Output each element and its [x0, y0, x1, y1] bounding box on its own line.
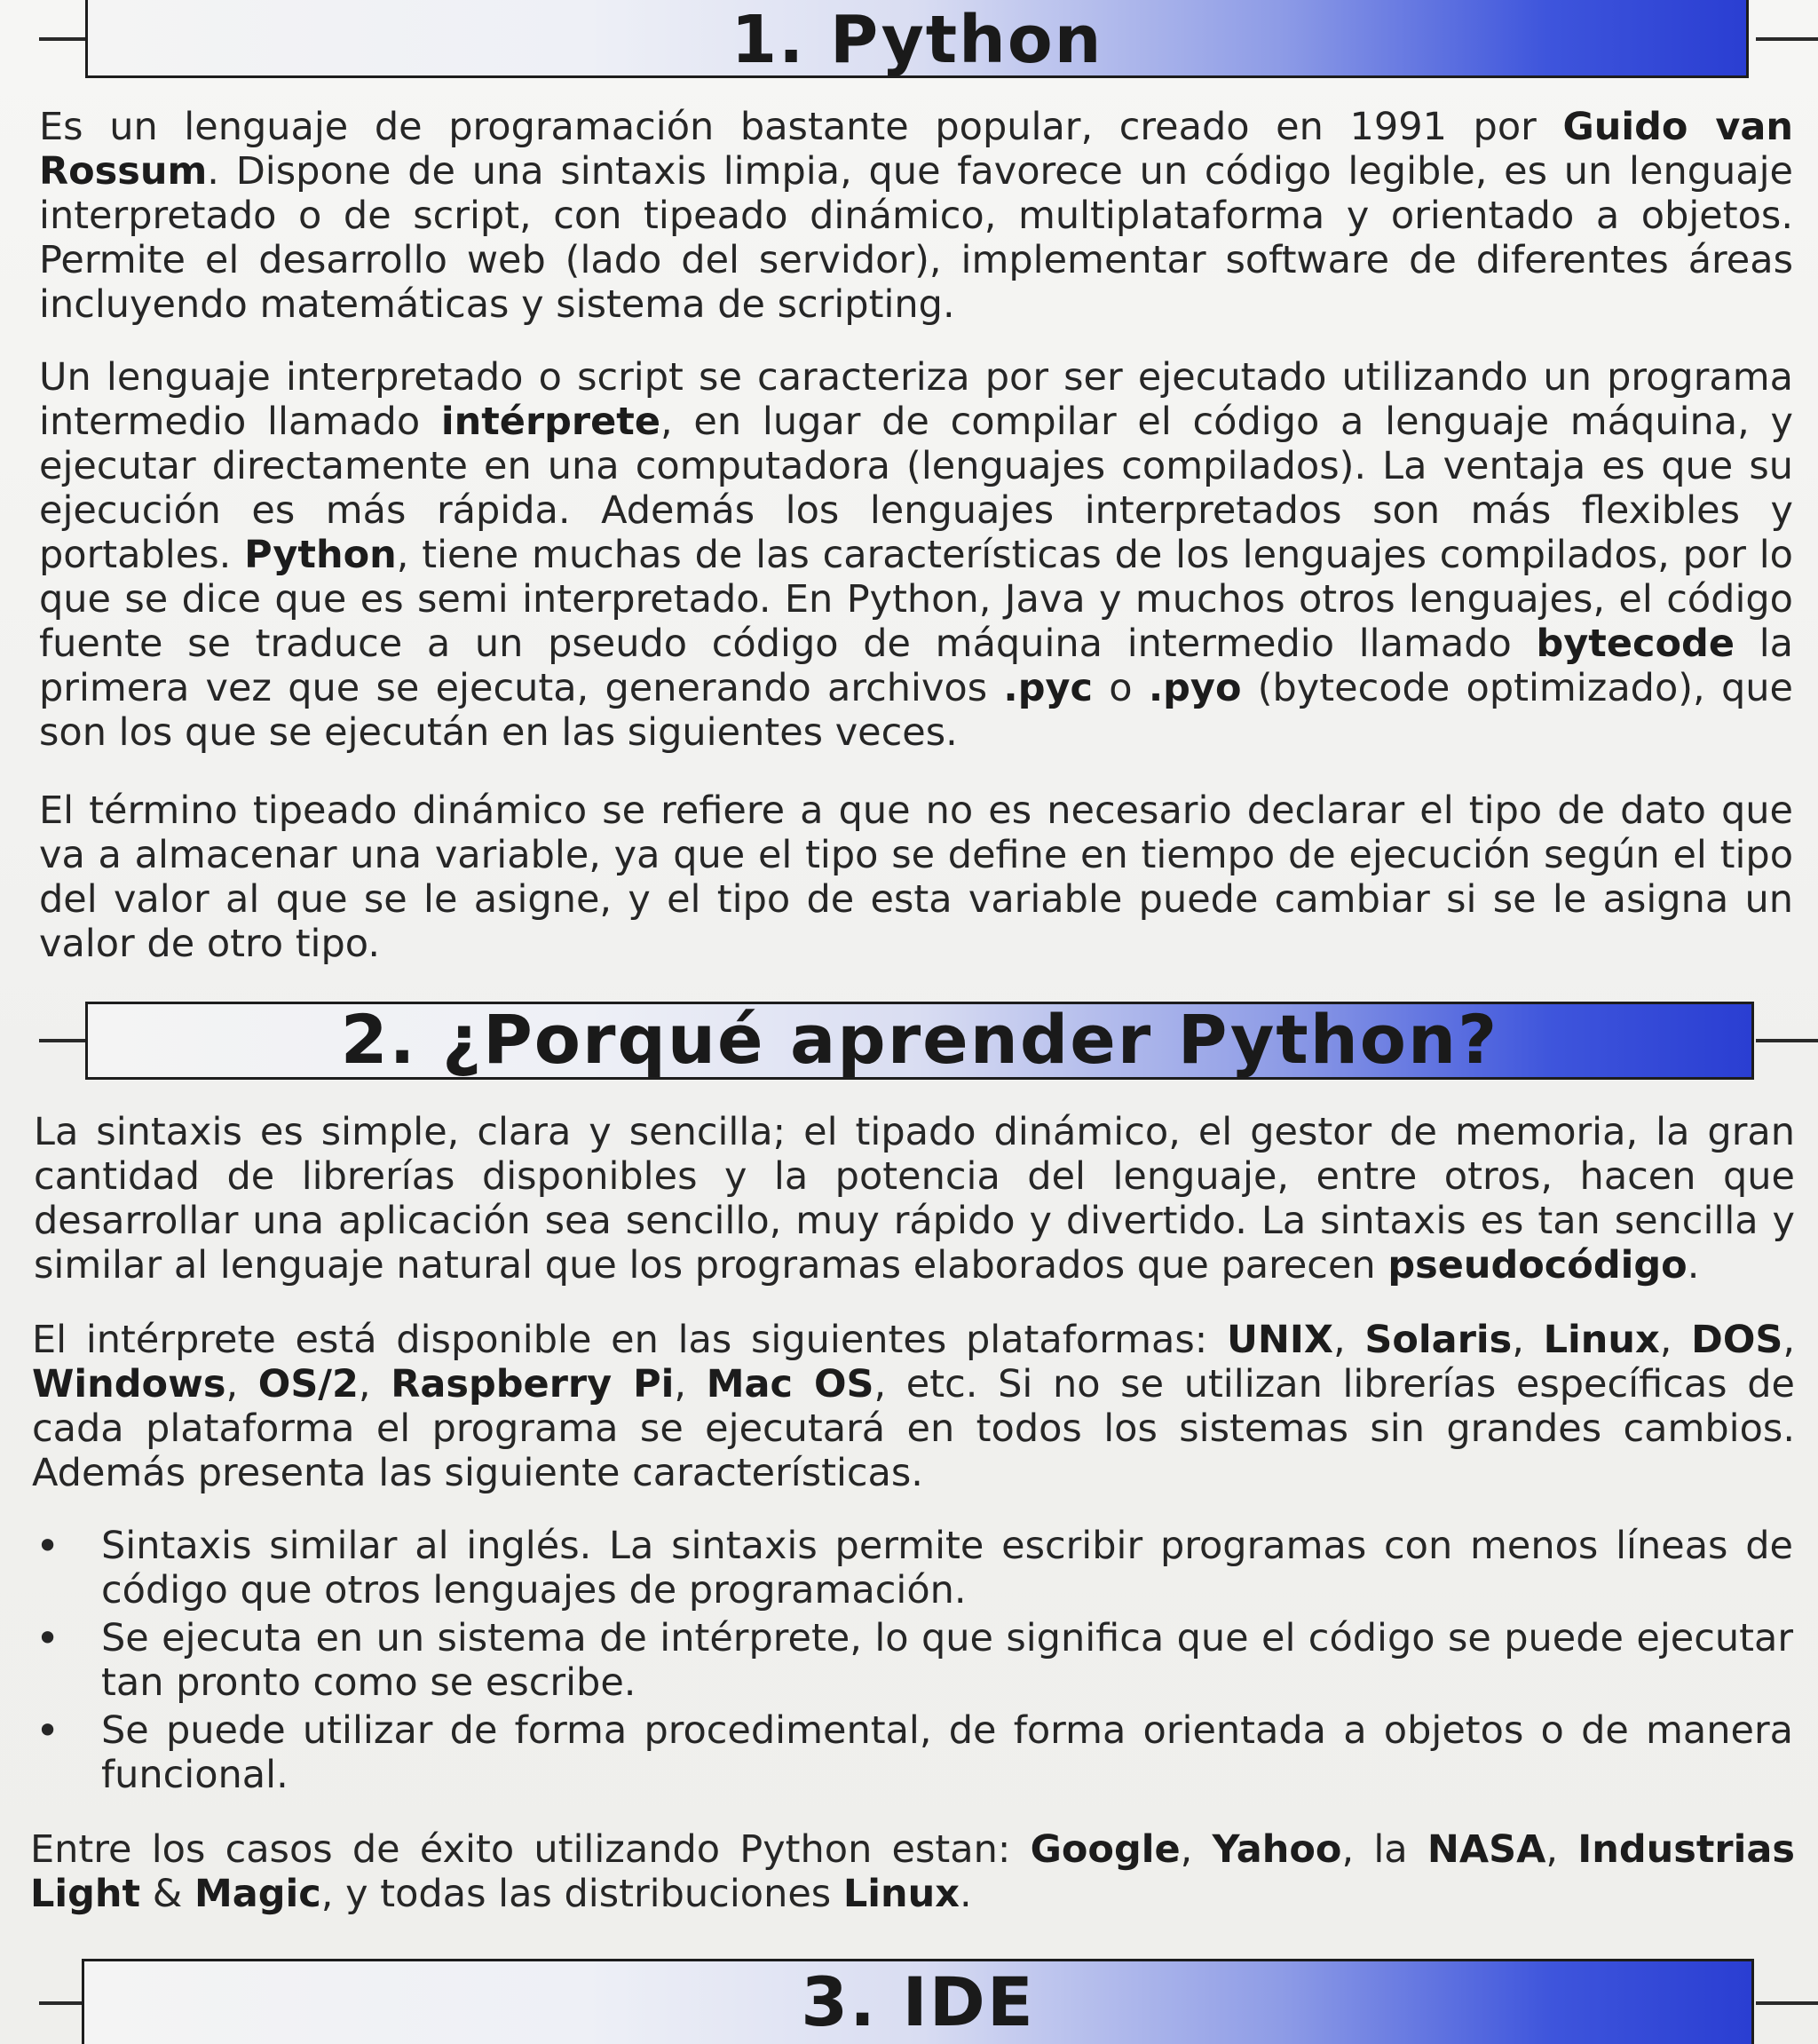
- text-run: .: [1687, 1243, 1700, 1287]
- bullet-icon: •: [36, 1522, 60, 1570]
- text-run: , la: [1341, 1827, 1427, 1872]
- bold-text: Mac OS: [706, 1362, 874, 1406]
- header-rule-left: [39, 37, 85, 41]
- bullet-icon: •: [36, 1707, 60, 1755]
- header-rule-left: [39, 2001, 85, 2005]
- bold-text: bytecode: [1536, 622, 1735, 666]
- bold-text: Linux: [842, 1872, 960, 1916]
- text-run: , etc. Si no se utilizan librerías específicas de cada plataforma el programa se ejecutará en todos los sistemas sin grandes cambios. Además presenta las siguiente características.: [32, 1362, 1795, 1495]
- list-item-text: Se ejecuta en un sistema de intérprete, lo que significa que el código se puede ejecutar tan pronto como se escribe.: [101, 1616, 1793, 1705]
- bold-text: UNIX: [1226, 1318, 1334, 1362]
- section-1-header: [0, 0, 1818, 82]
- text-run: &: [140, 1872, 194, 1916]
- text-run: ,: [1512, 1318, 1544, 1362]
- text-run: ,: [225, 1362, 258, 1406]
- text-run: ,: [1782, 1318, 1796, 1362]
- bold-text: Raspberry Pi: [391, 1362, 675, 1406]
- section-2-paragraph-1: [34, 1110, 1795, 1287]
- bullet-icon: •: [36, 1614, 60, 1662]
- bold-text: intérprete: [440, 400, 661, 444]
- list-item-text: Se puede utilizar de forma procedimental, de forma orientada a objetos o de manera funcional.: [101, 1708, 1793, 1797]
- bold-text: NASA: [1427, 1827, 1546, 1872]
- bold-text: .pyo: [1148, 666, 1242, 710]
- text-run: El término tipeado dinámico se refiere a que no es necesario declarar el tipo de dato que va a almacenar una variable, ya que el tipo se define en tiempo de ejecución según el tipo del valor al que se le asigne, y el tipo de esta variable puede cambiar si se le asigna un valor de otro tipo.: [39, 788, 1793, 966]
- header-rule-right: [1756, 1039, 1818, 1042]
- text-run: la primera vez que se ejecuta, generando archivos: [39, 622, 1793, 710]
- text-run: El intérprete está disponible en las siguientes plataformas:: [32, 1318, 1227, 1362]
- text-run: .: [959, 1872, 972, 1916]
- section-3-title-box: [82, 1959, 1754, 2044]
- text-run: Es un lenguaje de programación bastante popular, creado en 1991 por: [39, 105, 1563, 149]
- bold-text: Solaris: [1364, 1318, 1513, 1362]
- bold-text: Yahoo: [1212, 1827, 1342, 1872]
- bold-text: Industrias Light: [30, 1827, 1795, 1916]
- text-run: , tiene muchas de las características de los lenguajes compilados, por lo que se dice que es semi interpretado. En Python, Java y muchos otros lenguajes, el código fuente se traduce a un pseudo código de máquina intermedio llamado: [39, 533, 1793, 666]
- bold-text: Guido van Rossum: [39, 105, 1793, 194]
- bold-text: Python: [244, 533, 397, 577]
- bold-text: Linux: [1543, 1318, 1660, 1362]
- bold-text: Magic: [194, 1872, 321, 1916]
- bold-text: Windows: [32, 1362, 226, 1406]
- bold-text: DOS: [1691, 1318, 1783, 1362]
- section-2-title: 2. ¿Porqué aprender Python?: [340, 1000, 1499, 1079]
- text-run: o: [1093, 666, 1149, 710]
- section-1-paragraph-1: [39, 105, 1793, 327]
- section-1-title-box: [85, 0, 1749, 78]
- section-1-paragraph-2: [39, 355, 1793, 755]
- text-run: . Dispone de una sintaxis limpia, que favorece un código legible, es un lenguaje interpretado o de script, con tipeado dinámico, multiplataforma y orientado a objetos. Permite el desarrollo web (lado del servidor), implementar software de diferentes áreas incluyendo matemáticas y sistema de scripting.: [39, 149, 1793, 327]
- list-item: [32, 1524, 1793, 1612]
- section-2-header: [0, 1002, 1818, 1083]
- text-run: , y todas las distribuciones: [320, 1872, 843, 1916]
- section-2-closing-paragraph: [30, 1827, 1795, 1916]
- list-item-text: Sintaxis similar al inglés. La sintaxis permite escribir programas con menos líneas de código que otros lenguajes de programación.: [101, 1524, 1793, 1612]
- text-run: ,: [1180, 1827, 1213, 1872]
- text-run: (bytecode optimizado), que son los que se ejecután en las siguientes veces.: [39, 666, 1793, 755]
- text-run: La sintaxis es simple, clara y sencilla; el tipado dinámico, el gestor de memoria, la gran cantidad de librerías disponibles y la potencia del lenguaje, entre otros, hacen que desarrollar una aplicación sea sencillo, muy rápido y divertido. La sintaxis es tan sencilla y similar al lenguaje natural que los programas elaborados que parecen: [34, 1110, 1795, 1287]
- bold-text: Google: [1030, 1827, 1181, 1872]
- section-1-title: 1. Python: [731, 2, 1103, 78]
- text-run: ,: [674, 1362, 707, 1406]
- text-run: Entre los casos de éxito utilizando Python estan:: [30, 1827, 1031, 1872]
- header-rule-right: [1756, 37, 1818, 41]
- section-2-paragraph-2: [32, 1318, 1795, 1495]
- section-3-title: 3. IDE: [801, 1962, 1035, 2041]
- bold-text: OS/2: [257, 1362, 359, 1406]
- text-run: ,: [1659, 1318, 1692, 1362]
- header-rule-left: [39, 1039, 85, 1042]
- bold-text: pseudocódigo: [1387, 1243, 1688, 1287]
- text-run: ,: [1333, 1318, 1365, 1362]
- list-item: [32, 1616, 1793, 1705]
- header-rule-right: [1756, 2001, 1818, 2005]
- section-1-paragraph-3: [39, 788, 1793, 966]
- bold-text: .pyc: [1003, 666, 1094, 710]
- text-run: Un lenguaje interpretado o script se caracteriza por ser ejecutado utilizando un programa intermedio llamado: [39, 355, 1793, 444]
- list-item: [32, 1708, 1793, 1797]
- text-run: ,: [1545, 1827, 1578, 1872]
- section-3-header: [0, 1959, 1818, 2040]
- features-list: [32, 1524, 1793, 1801]
- section-2-title-box: [85, 1002, 1754, 1080]
- text-run: ,: [358, 1362, 391, 1406]
- text-run: , en lugar de compilar el código a lenguaje máquina, y ejecutar directamente en una computadora (lenguajes compilados). La ventaja es que su ejecución es más rápida. Además los lenguajes interpretados son más flexibles y portables.: [39, 400, 1793, 577]
